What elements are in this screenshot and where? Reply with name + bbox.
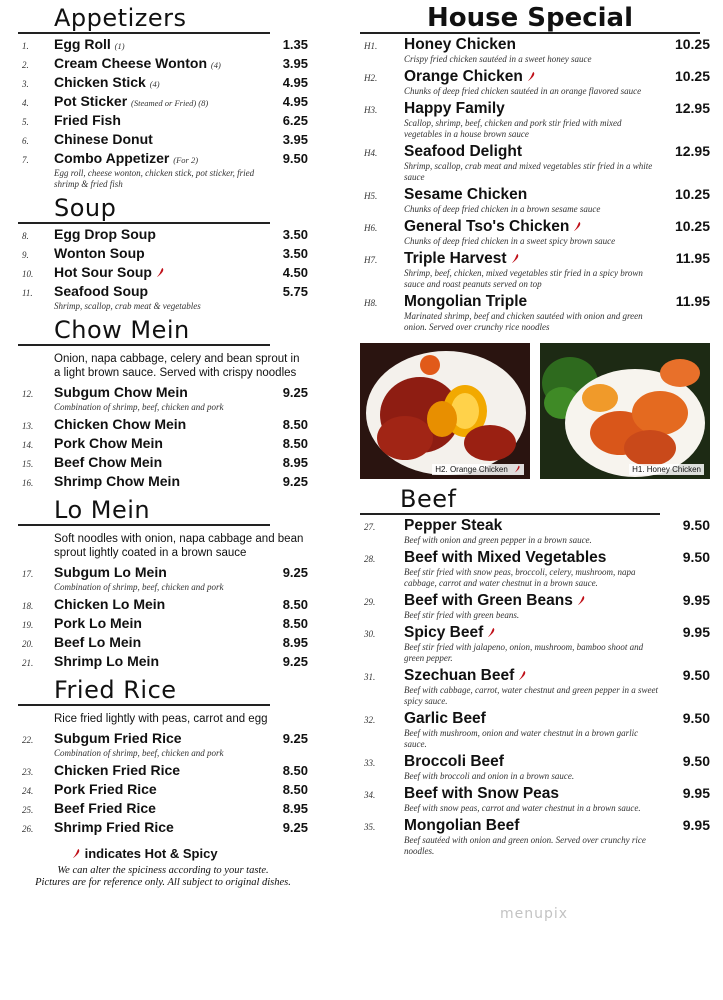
item-price: 9.25 [282,565,308,580]
item-number: 25. [22,805,34,815]
footer-line-2: Pictures are for reference only. All subject to original dishes. [35,877,291,888]
menu-item [18,435,308,454]
item-name [54,634,264,650]
item-number: 9. [22,250,29,260]
item-price: 10.25 [674,218,710,234]
house-special-list [360,36,710,333]
soup-title: Soup [18,194,270,224]
menu-item [18,74,308,93]
menu-item [18,36,308,55]
item-description: Beef stir fried with green beans. [404,610,520,620]
menu-item [18,55,308,74]
item-number: H3. [364,105,378,115]
item-number: 6. [22,136,29,146]
food-photos [360,343,710,479]
item-name [404,68,666,86]
menu-item [360,624,710,643]
item-name [54,819,264,835]
item-number: 26. [22,824,34,834]
fried-rice-title: Fried Rice [18,676,270,706]
item-price: 9.25 [282,474,308,489]
item-name [404,36,666,54]
honey-chicken-photo [540,343,710,479]
item-name [54,384,264,400]
item-number: 1. [22,41,29,51]
item-name [54,564,264,580]
chow-mein-title: Chow Mein [18,316,270,346]
item-description: Beef with onion and green pepper in a brown sauce. [404,535,592,545]
item-price: 12.95 [674,143,710,159]
left-column [18,0,308,889]
item-description: Marinated shrimp, beef and chicken sautéed with onion and green onion. Served over crunchy rice noodles [404,311,643,332]
item-number: 30. [364,629,376,639]
item-price: 3.95 [282,56,308,71]
right-column [360,0,710,860]
item-name [54,781,264,797]
item-description: Shrimp, scallop, crab meat and mixed vegetables stir fried in a white sauce [404,161,653,182]
chili-icon [487,627,496,638]
menu-item [18,226,308,245]
orange-chicken-photo [360,343,530,479]
item-name-text: Szechuan Beef [404,667,515,684]
menu-item [18,131,308,150]
item-number: 13. [22,421,34,431]
item-number: H6. [364,223,378,233]
item-name [404,100,666,118]
item-price: 8.50 [282,763,308,778]
item-price: 9.25 [282,654,308,669]
honey-chicken-caption: H1. Honey Chicken [629,464,704,475]
item-price: 12.95 [674,100,710,116]
item-name [404,549,666,567]
item-description: Beef with snow peas, carrot and water chestnut in a brown sauce. [404,803,641,813]
item-price: 9.25 [282,731,308,746]
appetizers-title: Appetizers [18,4,270,34]
item-name [54,245,264,261]
menu-item [18,730,308,749]
menu-item [18,384,308,403]
chili-icon [577,595,586,606]
item-name-text: Subgum Chow Mein [54,384,188,400]
menu-item [18,416,308,435]
item-price: 8.50 [282,782,308,797]
item-note: (4) [210,60,221,70]
menu-item [360,592,710,611]
item-name-text: Combo Appetizer [54,150,170,166]
item-name-text: Wonton Soup [54,245,145,261]
item-description: Combination of shrimp, beef, chicken and pork [54,582,224,592]
item-price: 1.35 [282,37,308,52]
item-price: 8.50 [282,417,308,432]
item-name [54,800,264,816]
item-number: 27. [364,522,376,532]
item-name-text: Subgum Fried Rice [54,730,182,746]
fried-rice-list [18,730,308,838]
menu-item [18,473,308,492]
item-name [54,131,264,147]
item-price: 9.50 [682,517,710,533]
item-number: 34. [364,790,376,800]
lo-mein-description: Soft noodles with onion, napa cabbage and bean sprout lightly coated in a brown sauce [54,533,304,559]
item-price: 9.95 [682,817,710,833]
item-name [54,74,264,90]
item-name-text: Mongolian Beef [404,817,520,834]
item-price: 9.95 [682,592,710,608]
item-name-text: Chicken Chow Mein [54,416,187,432]
spicy-legend-text: indicates Hot & Spicy [84,846,218,861]
menu-item [360,667,710,686]
item-name-text: Seafood Delight [404,143,522,160]
item-price: 8.50 [282,616,308,631]
orange-chicken-caption-text: H2. Orange Chicken [435,465,508,474]
chili-icon [72,848,81,859]
beef-section [360,485,710,857]
item-price: 10.25 [674,186,710,202]
item-name [54,615,264,631]
item-name-text: Beef Chow Mein [54,454,163,470]
item-description: Beef stir fried with jalapeno, onion, mushroom, bamboo shoot and green pepper. [404,642,644,663]
house-special-section [360,4,710,333]
menu-item [18,454,308,473]
item-name [54,473,264,489]
item-name-text: Garlic Beef [404,710,486,727]
item-name-text: Honey Chicken [404,36,516,53]
item-name [54,730,264,746]
item-price: 9.25 [282,820,308,835]
item-price: 3.50 [282,227,308,242]
menu-item [360,186,710,205]
soup-section [18,194,308,312]
item-name-text: Cream Cheese Wonton [54,55,207,71]
item-number: 17. [22,569,34,579]
fried-rice-description: Rice fried lightly with peas, carrot and egg [54,713,268,725]
item-name-text: Shrimp Fried Rice [54,819,174,835]
chili-icon [156,267,165,278]
item-number: 12. [22,389,34,399]
menu-item [18,283,308,302]
item-name-text: General Tso's Chicken [404,218,570,235]
item-name-text: Egg Roll [54,36,111,52]
item-number: H5. [364,191,378,201]
menu-item [360,710,710,729]
item-price: 8.95 [282,455,308,470]
item-description: Shrimp, scallop, crab meat & vegetables [54,301,201,311]
item-price: 9.50 [682,667,710,683]
item-name-text: Beef Fried Rice [54,800,156,816]
item-number: 33. [364,758,376,768]
item-price: 5.75 [282,284,308,299]
item-price: 9.50 [682,710,710,726]
item-name [404,186,666,204]
item-number: H4. [364,148,378,158]
item-name-text: Pepper Steak [404,517,503,534]
item-description: Beef with cabbage, carrot, water chestnut and green pepper in a sweet spicy sauce. [404,685,659,706]
item-name [404,710,666,728]
item-name-text: Pork Lo Mein [54,615,142,631]
item-number: 29. [364,597,376,607]
item-note: (4) [149,79,160,89]
menu-item [18,781,308,800]
item-number: 22. [22,735,34,745]
item-name [54,150,264,166]
item-price: 4.95 [282,75,308,90]
item-name-text: Egg Drop Soup [54,226,156,242]
item-name-text: Shrimp Lo Mein [54,653,159,669]
item-price: 9.50 [282,151,308,166]
item-number: 31. [364,672,376,682]
menu-item [360,250,710,269]
menu-item [360,817,710,836]
item-name [54,55,264,71]
item-number: 24. [22,786,34,796]
item-name-text: Shrimp Chow Mein [54,473,180,489]
chow-mein-section [18,316,308,492]
item-name-text: Fried Fish [54,112,121,128]
item-price: 4.50 [282,265,308,280]
menu-item [360,143,710,162]
item-description: Egg roll, cheese wonton, chicken stick, pot sticker, fried shrimp & fried fish [54,168,255,189]
item-number: 18. [22,601,34,611]
item-description: Scallop, shrimp, beef, chicken and pork stir fried with mixed vegetables in a house brown sauce [404,118,622,139]
menu-item [18,150,308,169]
appetizers-list [18,36,308,190]
item-price: 11.95 [675,293,710,309]
menu-item [360,549,710,568]
item-name-text: Hot Sour Soup [54,264,152,280]
item-name-text: Pot Sticker [54,93,128,109]
item-number: 7. [22,155,29,165]
item-name-text: Beef with Green Beans [404,592,573,609]
item-number: H7. [364,255,378,265]
item-number: 2. [22,60,29,70]
menu-item [18,596,308,615]
item-note: (1) [114,41,125,51]
item-name-text: Triple Harvest [404,250,507,267]
item-name-text: Chicken Stick [54,74,146,90]
item-number: 20. [22,639,34,649]
item-name [54,112,264,128]
item-price: 6.25 [282,113,308,128]
orange-chicken-image [360,343,530,479]
item-name [404,250,666,268]
item-name [54,596,264,612]
item-number: 23. [22,767,34,777]
item-name [54,454,264,470]
item-name-text: Happy Family [404,100,505,117]
menu-item [360,36,710,55]
item-price: 9.95 [682,624,710,640]
item-name [404,624,666,642]
item-name-text: Beef Lo Mein [54,634,142,650]
menupix-watermark: menupix [500,906,569,922]
lo-mein-list [18,564,308,672]
item-description: Chunks of deep fried chicken in a brown sesame sauce [404,204,601,214]
menu-item [18,245,308,264]
item-number: H1. [364,41,378,51]
item-number: 32. [364,715,376,725]
item-number: H8. [364,298,378,308]
item-note: (For 2) [173,155,199,165]
item-name-text: Chicken Lo Mein [54,596,166,612]
spicy-legend [18,846,308,861]
item-description: Chunks of deep fried chicken sautéed in an orange flavored sauce [404,86,642,96]
item-name-text: Pork Fried Rice [54,781,157,797]
item-price: 9.50 [682,753,710,769]
item-name-text: Sesame Chicken [404,186,528,203]
honey-chicken-image [540,343,710,479]
chili-icon [514,465,521,473]
item-price: 8.50 [282,436,308,451]
menu-item [18,93,308,112]
menu-item [18,264,308,283]
menu-item [18,800,308,819]
item-name [54,762,264,778]
chili-icon [518,670,527,681]
item-number: H2. [364,73,378,83]
item-number: 21. [22,658,34,668]
menu-item [360,293,710,312]
item-number: 28. [364,554,376,564]
item-name [54,226,264,242]
item-description: Combination of shrimp, beef, chicken and pork [54,748,224,758]
item-number: 10. [22,269,34,279]
soup-list [18,226,308,312]
footer-line-1: We can alter the spiciness according to your taste. [57,865,269,876]
appetizers-section [18,4,308,190]
menu-item [18,819,308,838]
menu-item [360,753,710,772]
item-name [404,667,666,685]
item-description: Chunks of deep fried chicken in a sweet spicy brown sauce [404,236,616,246]
item-price: 4.95 [282,94,308,109]
item-number: 11. [22,288,33,298]
item-price: 9.25 [282,385,308,400]
item-name-text: Chinese Donut [54,131,153,147]
item-number: 8. [22,231,29,241]
menu-item [18,634,308,653]
lo-mein-title: Lo Mein [18,496,270,526]
item-price: 3.95 [282,132,308,147]
menu-item [18,564,308,583]
item-name [404,785,666,803]
beef-title: Beef [360,485,660,515]
house-special-title: House Special [360,4,700,34]
item-name [404,143,666,161]
item-name [404,517,666,535]
item-name-text: Pork Chow Mein [54,435,163,451]
item-number: 14. [22,440,34,450]
item-price: 10.25 [674,68,710,84]
item-name-text: Mongolian Triple [404,293,528,310]
item-name [404,817,666,835]
menu-item [360,218,710,237]
item-price: 8.50 [282,597,308,612]
item-name-text: Beef with Mixed Vegetables [404,549,607,566]
item-name [54,264,264,280]
item-number: 3. [22,79,29,89]
orange-chicken-caption [432,464,524,475]
item-name-text: Subgum Lo Mein [54,564,167,580]
chili-icon [511,253,520,264]
item-name [404,218,666,236]
chow-mein-list [18,384,308,492]
item-name [54,416,264,432]
menu-item [18,112,308,131]
item-name [54,36,264,52]
item-name [404,592,666,610]
beef-list [360,517,710,857]
item-description: Beef with mushroom, onion and water chestnut in a brown garlic sauce. [404,728,639,749]
item-name-text: Beef with Snow Peas [404,785,560,802]
item-price: 10.25 [674,36,710,52]
item-description: Combination of shrimp, beef, chicken and pork [54,402,224,412]
item-price: 9.50 [682,549,710,565]
item-name [54,653,264,669]
item-name-text: Broccoli Beef [404,753,504,770]
menu-item [18,615,308,634]
item-name-text: Chicken Fried Rice [54,762,181,778]
item-name [54,283,264,299]
chili-icon [527,71,536,82]
item-description: Beef sautéed with onion and green onion. Served over crunchy rice noodles. [404,835,646,856]
item-number: 15. [22,459,34,469]
item-description: Crispy fried chicken sautéed in a sweet honey sauce [404,54,592,64]
item-number: 5. [22,117,29,127]
footer-note [18,865,308,889]
chow-mein-description: Onion, napa cabbage, celery and bean sprout in a light brown sauce. Served with crispy noodles [54,353,300,379]
item-price: 8.95 [282,801,308,816]
item-number: 4. [22,98,29,108]
fried-rice-section [18,676,308,838]
menu-item [360,68,710,87]
item-name [54,93,264,109]
item-description: Shrimp, beef, chicken, mixed vegetables stir fried in a spicy brown sauce and roast peanuts served on top [404,268,643,289]
chili-icon [573,221,582,232]
item-price: 8.95 [282,635,308,650]
menu-item [360,517,710,536]
item-price: 11.95 [675,250,710,266]
item-number: 16. [22,478,34,488]
item-name [404,753,666,771]
menu-item [18,762,308,781]
menu-item [360,100,710,119]
item-price: 9.95 [682,785,710,801]
item-name-text: Orange Chicken [404,68,523,85]
item-name [54,435,264,451]
menu-item [360,785,710,804]
item-description: Beef stir fried with snow peas, broccoli, celery, mushroom, napa cabbage, carrot and water chestnut in a brown sauce. [404,567,636,588]
item-name-text: Spicy Beef [404,624,484,641]
item-name-text: Seafood Soup [54,283,149,299]
lo-mein-section [18,496,308,672]
item-number: 35. [364,822,376,832]
menu-item [18,653,308,672]
item-price: 3.50 [282,246,308,261]
item-number: 19. [22,620,34,630]
item-description: Beef with broccoli and onion in a brown sauce. [404,771,575,781]
item-note: (Steamed or Fried) (8) [131,98,209,108]
item-name [404,293,666,311]
